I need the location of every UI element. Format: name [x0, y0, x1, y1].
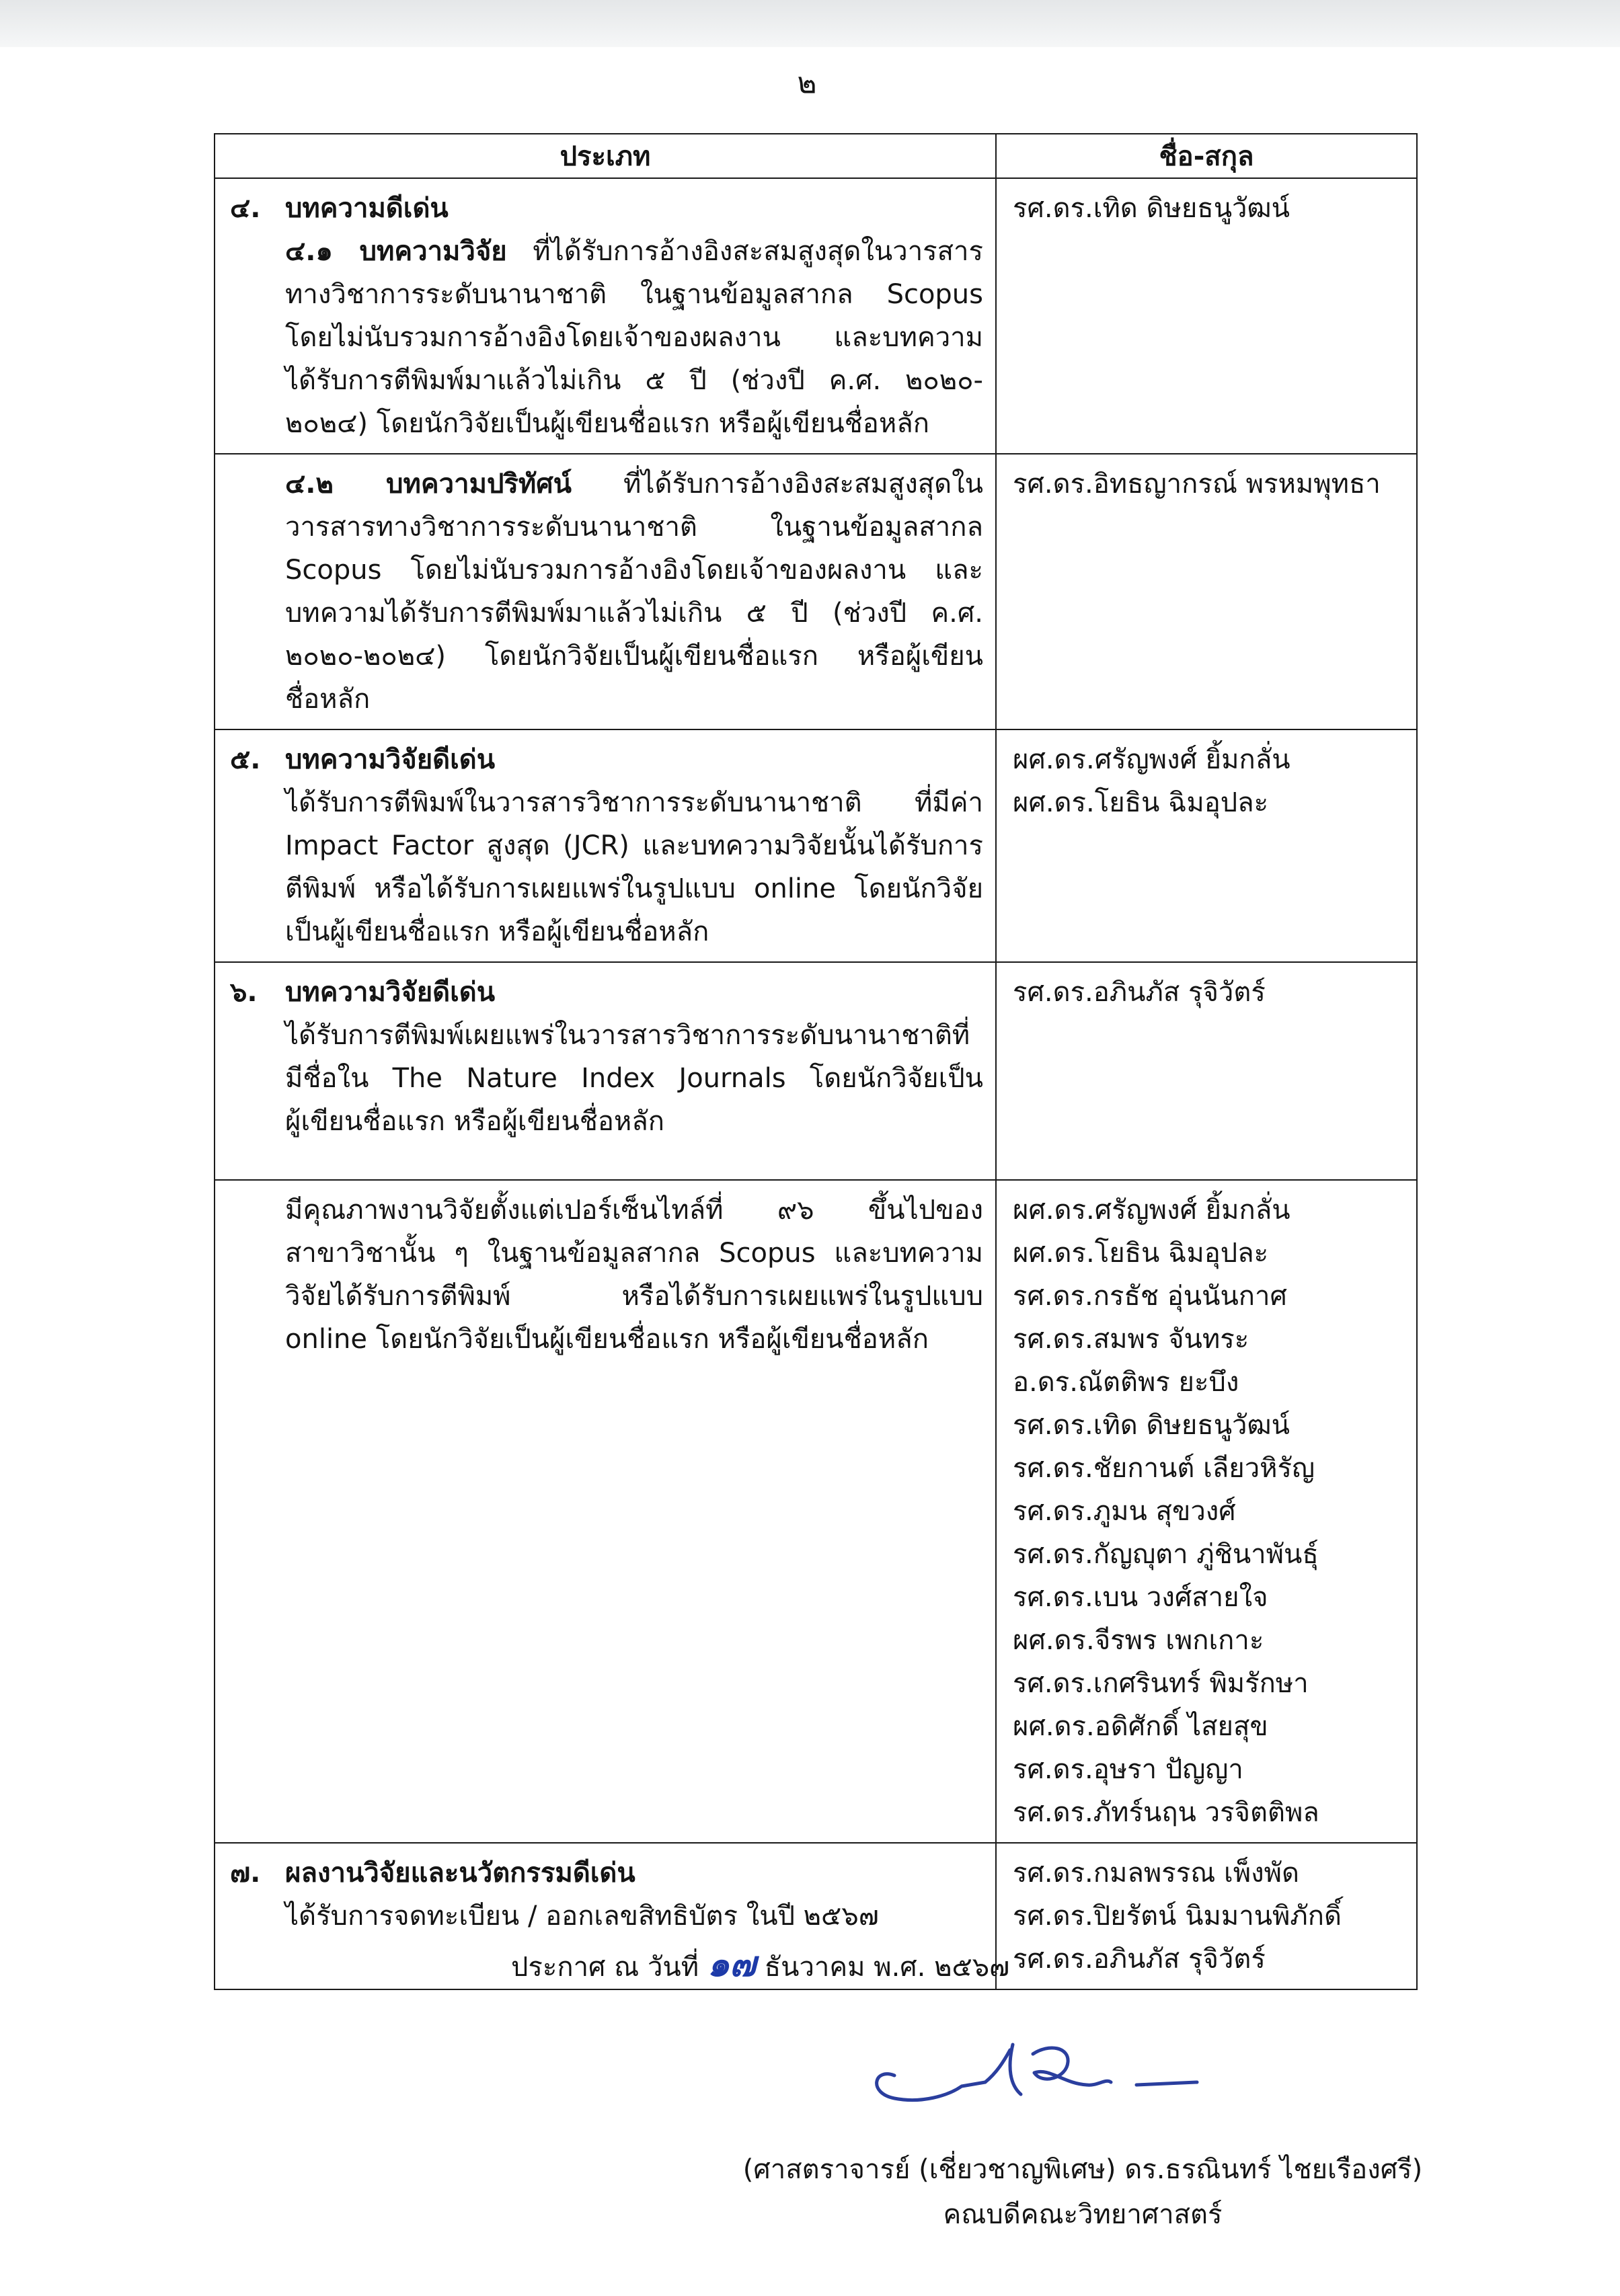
- category-heading: [230, 187, 983, 230]
- category-title: บทความดีเด่น: [285, 193, 449, 224]
- description-line: ได้รับการจดทะเบียน / ออกเลขสิทธิบัตร ในปี ๒๕๖๗: [285, 1901, 879, 1932]
- awards-table: [214, 133, 1418, 1990]
- recipient-name: ผศ.ดร.ศรัญพงศ์ ยิ้มกลั่น: [1013, 1195, 1290, 1226]
- description-line: บทความได้รับการตีพิมพ์มาแล้วไม่เกิน ๕ ปี (ช่วงปี ค.ศ.: [285, 598, 983, 629]
- description-line: โดยไม่นับรวมการอ้างอิงโดยเจ้าของผลงาน และบทความ: [285, 322, 983, 353]
- category-cell: [215, 454, 996, 729]
- category-heading: [230, 738, 983, 781]
- category-number: ๔.: [230, 193, 261, 224]
- names-cell: [996, 729, 1417, 962]
- signature: [847, 2020, 1264, 2128]
- description-line: Scopus โดยไม่นับรวมการอ้างอิงโดยเจ้าของผลงาน และ: [285, 555, 983, 586]
- category-cell: [215, 1180, 996, 1843]
- recipient-name: อ.ดร.ณัตติพร ยะบึง: [1013, 1367, 1239, 1398]
- scan-top-edge: [0, 0, 1620, 47]
- category-cell: [215, 178, 996, 454]
- description-line: มีชื่อใน The Nature Index Journals โดยนักวิจัยเป็น: [285, 1063, 983, 1094]
- recipient-name: รศ.ดร.กรธัช อุ่นนันกาศ: [1013, 1281, 1287, 1312]
- category-cell: [215, 962, 996, 1180]
- category-number: ๖.: [230, 977, 258, 1008]
- description-line: สาขาวิชานั้น ๆ ในฐานข้อมูลสากล Scopus และบทความ: [285, 1238, 983, 1269]
- description-line: วารสารทางวิชาการระดับนานาชาติ ในฐานข้อมูลสากล: [285, 512, 983, 543]
- table-header-row: [215, 134, 1417, 178]
- description-line: ได้รับการตีพิมพ์เผยแพร่ในวารสารวิชาการระดับนานาชาติที่: [285, 1020, 970, 1051]
- category-title: ผลงานวิจัยและนวัตกรรมดีเด่น: [285, 1858, 635, 1889]
- recipient-name: รศ.ดร.เบน วงศ์สายใจ: [1013, 1582, 1268, 1613]
- category-title: บทความวิจัยดีเด่น: [285, 744, 496, 775]
- recipient-name: ผศ.ดร.อดิศักดิ์ ไสยสุข: [1013, 1711, 1268, 1742]
- category-cell: [215, 729, 996, 962]
- description-line: ๔.๒ บทความปริทัศน์ ที่ได้รับการอ้างอิงสะสมสูงสุดใน: [285, 469, 983, 500]
- recipient-name: รศ.ดร.เทิด ดิษยธนูวัฒน์: [1013, 193, 1290, 224]
- header-name: ชื่อ-สกุล: [996, 134, 1417, 178]
- names-cell: [996, 454, 1417, 729]
- table-row: [215, 454, 1417, 729]
- announcement-date-line: [511, 1943, 1009, 1989]
- description-line: ชื่อหลัก: [285, 684, 371, 715]
- recipient-name: รศ.ดร.กมลพรรณ เพ็งพัด: [1013, 1858, 1299, 1889]
- names-cell: [996, 178, 1417, 454]
- recipient-name: ผศ.ดร.โยธิน ฉิมอุปละ: [1013, 787, 1269, 818]
- recipient-name: ผศ.ดร.โยธิน ฉิมอุปละ: [1013, 1238, 1269, 1269]
- recipient-name: ผศ.ดร.จีรพร เพกเกาะ: [1013, 1625, 1264, 1656]
- names-cell: [996, 962, 1417, 1180]
- recipient-name: รศ.ดร.อิทธญากรณ์ พรหมพุทธา: [1013, 469, 1381, 500]
- category-number: ๕.: [230, 744, 261, 775]
- recipient-name: รศ.ดร.สมพร จันทระ: [1013, 1324, 1249, 1355]
- announcement-prefix: ประกาศ ณ วันที่: [511, 1952, 699, 1983]
- table-row: [215, 729, 1417, 962]
- category-heading: [230, 1852, 983, 1895]
- description-line: ทางวิชาการระดับนานาชาติ ในฐานข้อมูลสากล Scopus: [285, 279, 983, 310]
- description-line: ตีพิมพ์ หรือได้รับการเผยแพร่ในรูปแบบ online โดยนักวิจัย: [285, 873, 983, 904]
- table-row: [215, 1180, 1417, 1843]
- recipient-name: รศ.ดร.กัญญุตา ภู่ชินาพันธุ์: [1013, 1539, 1319, 1570]
- recipient-name: รศ.ดร.ปิยรัตน์ นิมมานพิภักดิ์: [1013, 1901, 1342, 1932]
- table-row: [215, 962, 1417, 1180]
- description-line: ๒๐๒๐-๒๐๒๔) โดยนักวิจัยเป็นผู้เขียนชื่อแรก หรือผู้เขียน: [285, 641, 983, 672]
- names-cell: [996, 1843, 1417, 1989]
- recipient-name: รศ.ดร.เทิด ดิษยธนูวัฒน์: [1013, 1410, 1290, 1441]
- description-line: ได้รับการตีพิมพ์มาแล้วไม่เกิน ๕ ปี (ช่วงปี ค.ศ. ๒๐๒๐-: [285, 365, 983, 396]
- table-row: [215, 178, 1417, 454]
- recipient-name: รศ.ดร.ภูมน สุขวงศ์: [1013, 1496, 1236, 1527]
- announcement-month-year: ธันวาคม พ.ศ. ๒๕๖๗: [764, 1952, 1010, 1983]
- description-line: วิจัยได้รับการตีพิมพ์ หรือได้รับการเผยแพร่ในรูปแบบ: [285, 1281, 983, 1312]
- page-number: ๒: [797, 66, 817, 100]
- description-line: ผู้เขียนชื่อแรก หรือผู้เขียนชื่อหลัก: [285, 1106, 664, 1137]
- recipient-name: รศ.ดร.อภินภัส รุจิวัตร์: [1013, 1944, 1266, 1975]
- header-category: ประเภท: [215, 134, 996, 178]
- subcategory-label: ๔.๑ บทความวิจัย: [285, 236, 507, 267]
- category-heading: [230, 971, 983, 1014]
- recipient-name: รศ.ดร.อภินภัส รุจิวัตร์: [1013, 977, 1266, 1008]
- signer-name: (ศาสตราจารย์ (เชี่ยวชาญพิเศษ) ดร.ธรณินทร์ ไชยเรืองศรี): [742, 2154, 1423, 2185]
- recipient-name: ผศ.ดร.ศรัญพงศ์ ยิ้มกลั่น: [1013, 744, 1290, 775]
- handwritten-day: ๑๗: [707, 1944, 756, 1985]
- recipient-name: รศ.ดร.อุษรา ปัญญา: [1013, 1754, 1243, 1785]
- recipient-name: รศ.ดร.ภัทร์นฤน วรจิตติพล: [1013, 1797, 1319, 1828]
- names-cell: [996, 1180, 1417, 1843]
- description-line: ๔.๑ บทความวิจัย ที่ได้รับการอ้างอิงสะสมสูงสุดในวารสาร: [285, 236, 983, 267]
- recipient-name: รศ.ดร.ชัยกานต์ เลียวหิรัญ: [1013, 1453, 1315, 1484]
- description-line: ๒๐๒๔) โดยนักวิจัยเป็นผู้เขียนชื่อแรก หรือผู้เขียนชื่อหลัก: [285, 408, 929, 439]
- description-line: เป็นผู้เขียนชื่อแรก หรือผู้เขียนชื่อหลัก: [285, 916, 709, 947]
- description-line: Impact Factor สูงสุด (JCR) และบทความวิจัยนั้นได้รับการ: [285, 830, 983, 861]
- category-number: ๗.: [230, 1858, 261, 1889]
- description-line: มีคุณภาพงานวิจัยตั้งแต่เปอร์เซ็นไทล์ที่ ๙๖ ขึ้นไปของ: [285, 1195, 983, 1226]
- description-line: online โดยนักวิจัยเป็นผู้เขียนชื่อแรก หรือผู้เขียนชื่อหลัก: [285, 1324, 929, 1355]
- category-title: บทความวิจัยดีเด่น: [285, 977, 496, 1008]
- subcategory-label: ๔.๒ บทความปริทัศน์: [285, 469, 572, 500]
- recipient-name: รศ.ดร.เกศรินทร์ พิมรักษา: [1013, 1668, 1309, 1699]
- signer-position: คณบดีคณะวิทยาศาสตร์: [943, 2199, 1223, 2230]
- description-line: ได้รับการตีพิมพ์ในวารสารวิชาการระดับนานาชาติ ที่มีค่า: [285, 787, 983, 818]
